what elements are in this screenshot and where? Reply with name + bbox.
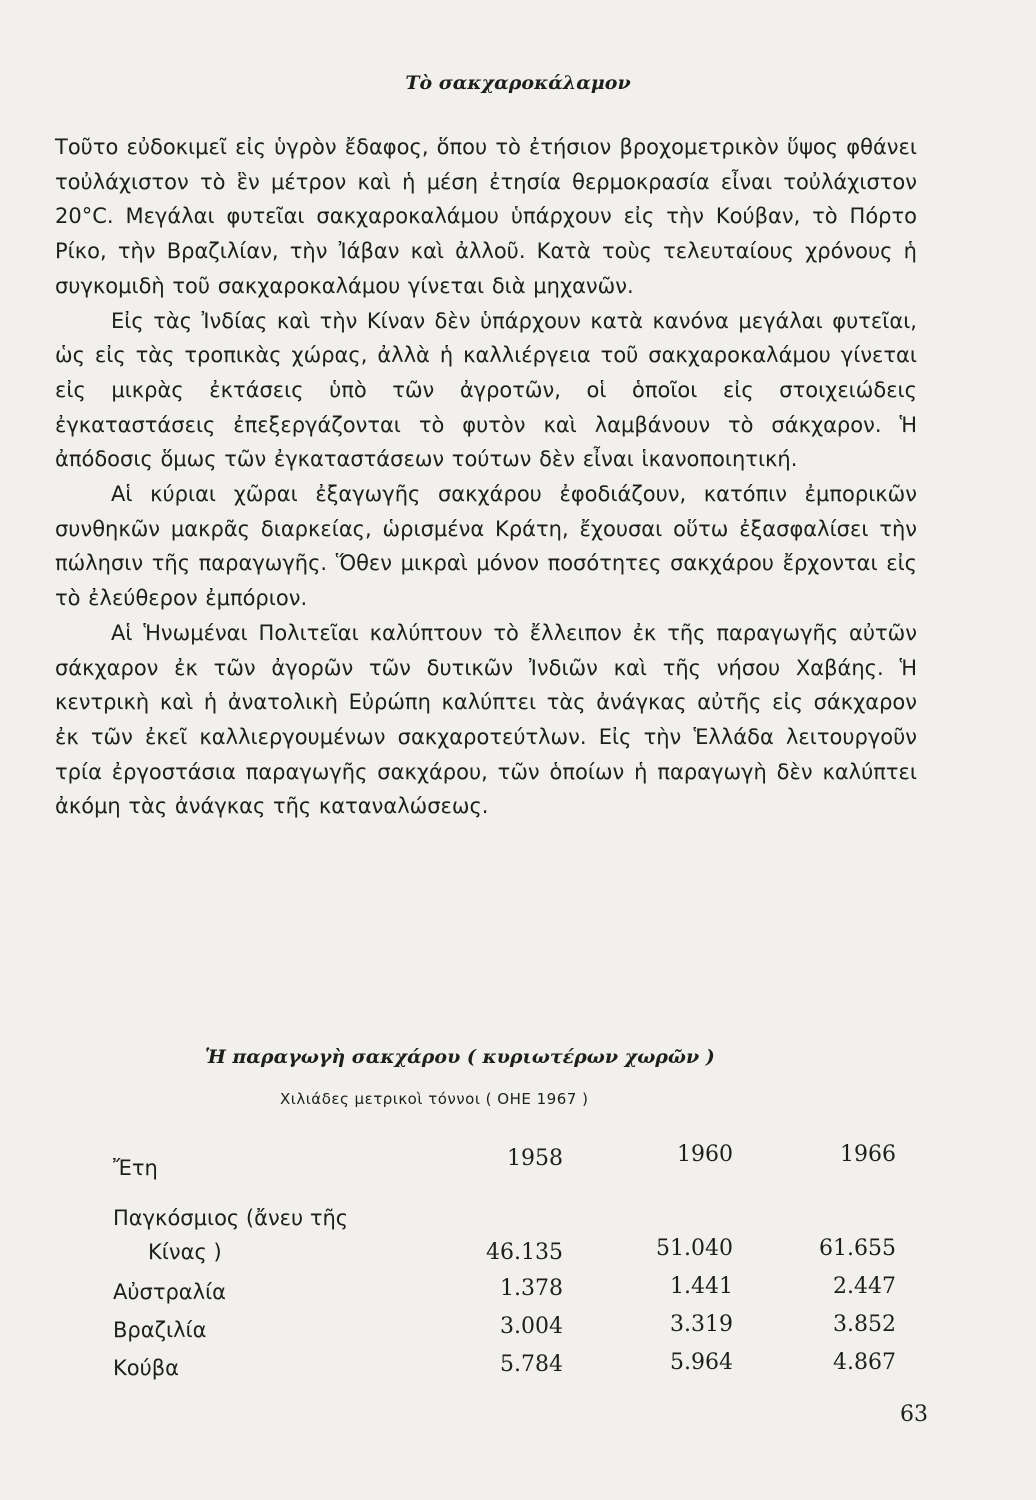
table-cell: 1.441 [670, 1274, 733, 1299]
paragraph: Τοῦτο εὐδοκιμεῖ εἰς ὑγρὸν ἔδαφος, ὅπου τὸ ἐτήσιον βροχομετρικὸν ὕψος φθάνει τοὐλάχιστον τὸ ἓν μέτρον καὶ ἡ μέση ἐτησία θερμοκρασία εἶναι τοὐλάχιστον 20°C. Μεγάλαι φυτεῖαι σακχαροκαλάμου ὑπάρχουν εἰς τὴν Κούβαν, τὸ Πόρτο Ρίκο, τὴν Βραζιλίαν, τὴν Ἰάβαν καὶ ἀλλοῦ. Κατὰ τοὺς τελευταίους χρόνους ἡ συγκομιδὴ τοῦ σακχαροκαλάμου γίνεται διὰ μηχανῶν. [55, 135, 917, 298]
table-cell: 61.655 [819, 1236, 896, 1261]
row-label: Βραζιλία [113, 1318, 207, 1342]
table-row [113, 1274, 896, 1316]
table-cell: 2.447 [833, 1274, 896, 1299]
paragraph: Εἰς τὰς Ἰνδίας καὶ τὴν Κίναν δὲν ὑπάρχουν κατὰ κανόνα μεγάλαι φυτεῖαι, ὡς εἰς τὰς τροπικὰς χώρας, ἀλλὰ ἡ καλλιέργεια τοῦ σακχαροκαλάμου γίνεται εἰς μικρὰς ἐκτάσεις ὑπὸ τῶν ἀγροτῶν, οἱ ὁποῖοι εἰς στοιχειώδεις ἐγκαταστάσεις ἐπεξεργάζονται τὸ φυτὸν καὶ λαμβάνουν τὸ σάκχαρον. Ἡ ἀπόδοσις ὅμως τῶν ἐγκαταστάσεων τούτων δὲν εἶναι ἱκανοποιητική. [55, 308, 917, 472]
row-label: Κούβα [113, 1356, 180, 1380]
table-title: Ἡ παραγωγὴ σακχάρου ( κυριωτέρων χωρῶν ) [205, 1046, 715, 1068]
production-table [113, 1140, 896, 1388]
table-cell: 4.867 [833, 1350, 896, 1375]
table-cell: 1.378 [500, 1276, 563, 1301]
year-header: 1958 [507, 1146, 563, 1171]
paragraph: Αἱ κύριαι χῶραι ἐξαγωγῆς σακχάρου ἐφοδιάζουν, κατόπιν ἐμπορικῶν συνθηκῶν μακρᾶς διαρκείας, ὡρισμένα Κράτη, ἔχουσαι οὕτω ἐξασφαλίσει τὴν πώλησιν τῆς παραγωγῆς. Ὅθεν μικραὶ μόνον ποσότητες σακχάρου ἔρχονται εἰς τὸ ἐλεύθερον ἐμπόριον. [55, 482, 917, 611]
table-cell: 3.004 [500, 1314, 563, 1339]
table-cell: 46.135 [486, 1240, 563, 1265]
table-row [113, 1206, 896, 1280]
paragraph: Αἱ Ἡνωμέναι Πολιτεῖαι καλύπτουν τὸ ἔλλειπον ἐκ τῆς παραγωγῆς αὐτῶν σάκχαρον ἐκ τῶν ἀγορῶν τῶν δυτικῶν Ἰνδιῶν καὶ τῆς νήσου Χαβάης. Ἡ κεντρικὴ καὶ ἡ ἀνατολικὴ Εὐρώπη καλύπτει τὰς ἀνάγκας αὐτῆς εἰς σάκχαρον ἐκ τῶν ἐκεῖ καλλιεργουμένων σακχαροτεύτλων. Εἰς τὴν Ἑλλάδα λειτουργοῦν τρία ἐργοστάσια παραγωγῆς σακχάρου, τῶν ὁποίων ἡ παραγωγὴ δὲν καλύπτει ἀκόμη τὰς ἀνάγκας τῆς καταναλώσεως. [55, 620, 917, 819]
year-header: 1960 [677, 1142, 733, 1167]
table-subtitle: Χιλιάδες μετρικοὶ τόννοι ( ΟΗΕ 1967 ) [280, 1090, 589, 1108]
body-text [55, 130, 917, 824]
row-label: Παγκόσμιος (ἄνευ τῆς [113, 1206, 349, 1230]
table-cell: 3.852 [833, 1312, 896, 1337]
table-cell: 5.964 [670, 1350, 733, 1375]
table-cell: 51.040 [656, 1236, 733, 1261]
table-cell: 3.319 [670, 1312, 733, 1337]
table-header-row [113, 1140, 896, 1208]
table-cell: 5.784 [500, 1352, 563, 1377]
row-label-continuation: Κίνας ) [148, 1240, 222, 1264]
table-row [113, 1312, 896, 1352]
page-number: 63 [900, 1402, 928, 1427]
section-heading: Τὸ σακχαροκάλαμον [405, 72, 631, 94]
row-label: Αὐστραλία [113, 1280, 227, 1304]
table-row [113, 1350, 896, 1388]
year-header: 1966 [840, 1142, 896, 1167]
years-label: Ἔτη [113, 1156, 158, 1180]
